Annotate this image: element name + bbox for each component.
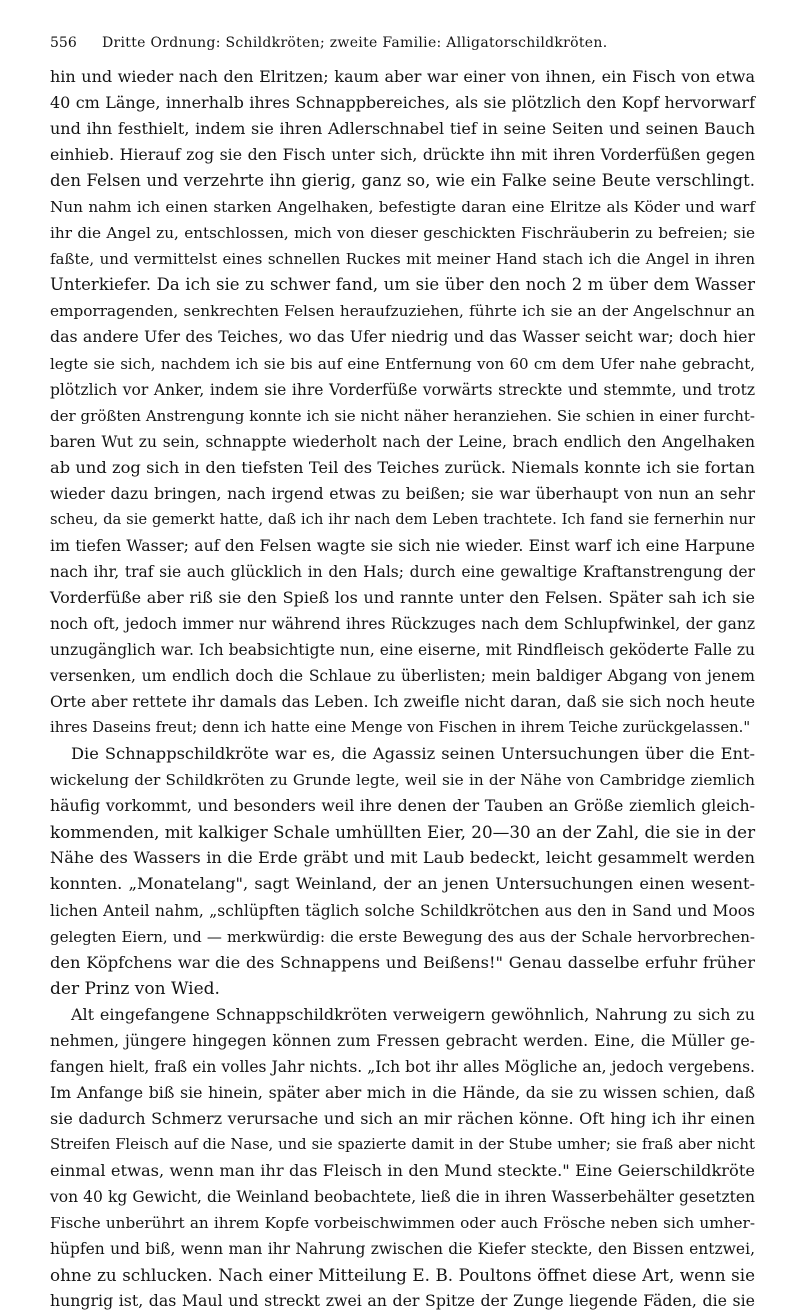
text-line: Die Schnappschildkröte war es, die Agassiz seinen Untersuchungen über die Ent- xyxy=(71,744,755,764)
text-line: Fische unberührt an ihrem Kopfe vorbeischwimmen oder auch Frösche neben sich umher- xyxy=(50,1214,755,1233)
text-line: Orte aber rettete ihr damals das Leben. Ich zweifle nicht daran, daß sie sich noch heute xyxy=(50,692,756,712)
text-line: ihres Daseins freut; denn ich hatte eine Menge von Fischen in ihrem Teiche zurückgelassen." xyxy=(50,719,751,737)
text-line: hin und wieder nach den Elritzen; kaum aber war einer von ihnen, ein Fisch von etwa xyxy=(50,67,755,86)
text-line: Unterkiefer. Da ich sie zu schwer fand, um sie über den noch 2 m über dem Wasser xyxy=(50,275,755,295)
text-line: wickelung der Schildkröten zu Grunde legte, weil sie in der Nähe von Cambridge ziemlich xyxy=(50,771,755,790)
text-line: versenken, um endlich doch die Schlaue zu überlisten; mein baldiger Abgang von jenem xyxy=(50,667,755,686)
text-line: fangen hielt, fraß ein volles Jahr nichts. „Ich bot ihr alles Mögliche an, jedoch vergebens. xyxy=(50,1057,755,1076)
text-line: ab und zog sich in den tiefsten Teil des Teiches zurück. Niemals konnte ich sie fortan xyxy=(50,457,755,477)
text-line: Im Anfange biß sie hinein, später aber mich in die Hände, da sie zu wissen schien, daß xyxy=(50,1082,755,1102)
text-line: lichen Anteil nahm, „schlüpften täglich solche Schildkrötchen aus den in Sand und Moos xyxy=(50,901,755,920)
text-line: faßte, und vermittelst eines schnellen Ruckes mit meiner Hand stach ich die Angel in ihren xyxy=(50,250,755,269)
text-line: Alt eingefangene Schnappschildkröten verweigern gewöhnlich, Nahrung zu sich zu xyxy=(71,1004,755,1024)
text-line: noch oft, jedoch immer nur während ihres Rückzuges nach dem Schlupfwinkel, der ganz xyxy=(50,614,755,633)
text-line: Nun nahm ich einen starken Angelhaken, befestigte daran eine Elritze als Köder und warf xyxy=(50,198,755,217)
paragraph xyxy=(50,741,755,1001)
text-line: ihr die Angel zu, entschlossen, mich von dieser geschickten Fischräuberin zu befreien; sie xyxy=(50,224,755,243)
text-line: hungrig ist, das Maul und streckt zwei an der Spitze der Zunge liegende Fäden, die sie xyxy=(50,1291,755,1311)
running-title: Dritte Ordnung: Schildkröten; zweite Familie: Alligatorschildkröten. xyxy=(102,35,608,51)
text-line: Streifen Fleisch auf die Nase, und sie spazierte damit in der Stube umher; sie fraß aber nicht xyxy=(50,1135,755,1153)
paragraph xyxy=(50,1002,755,1314)
text-line: wieder dazu bringen, nach irgend etwas zu beißen; sie war überhaupt von nun an sehr xyxy=(50,483,755,503)
text-line: einmal etwas, wenn man ihr das Fleisch in den Mund steckte." Eine Geierschildkröte xyxy=(50,1160,755,1180)
paragraph xyxy=(50,64,755,741)
text-line: gelegten Eiern, und — merkwürdig: die erste Bewegung des aus der Schale hervorbrechen- xyxy=(50,927,755,946)
text-line: legte sie sich, nachdem ich sie bis auf eine Entfernung von 60 cm dem Ufer nahe gebracht, xyxy=(50,354,755,373)
text-line: den Köpfchens war die des Schnappens und Beißens!" Genau dasselbe erfuhr früher xyxy=(50,952,755,972)
text-line: ohne zu schlucken. Nach einer Mitteilung E. B. Poultons öffnet diese Art, wenn sie xyxy=(50,1265,755,1286)
text-line: den Felsen und verzehrte ihn gierig, ganz so, wie ein Falke seine Beute verschlingt. xyxy=(50,171,755,191)
text-line: der Prinz von Wied. xyxy=(50,978,220,999)
text-line: einhieb. Hierauf zog sie den Fisch unter sich, drückte ihn mit ihren Vorderfüßen gegen xyxy=(50,145,755,165)
text-line: scheu, da sie gemerkt hatte, daß ich ihr nach dem Leben trachtete. Ich fand sie fernerhin nur xyxy=(50,510,755,528)
text-line: baren Wut zu sein, schnappte wiederholt nach der Leine, brach endlich den Angelhaken xyxy=(50,432,755,451)
text-line: nach ihr, traf sie auch glücklich in den Hals; durch eine gewaltige Kraftanstrengung der xyxy=(50,562,755,581)
text-line: unzugänglich war. Ich beabsichtigte nun, eine eiserne, mit Rindfleisch geköderte Falle zu xyxy=(50,641,755,660)
text-line: emporragenden, senkrechten Felsen heraufzuziehen, führte ich sie an der Angelschnur an xyxy=(50,302,755,321)
text-line: von 40 kg Gewicht, die Weinland beobachtete, ließ die in ihren Wasserbehälter gesetzten xyxy=(50,1188,755,1207)
text-line: Vorderfüße aber riß sie den Spieß los und rannte unter den Felsen. Später sah ich sie xyxy=(50,587,755,607)
text-line: konnten. „Monatelang", sagt Weinland, der an jenen Untersuchungen einen wesent- xyxy=(50,874,755,894)
text-line: kommenden, mit kalkiger Schale umhüllten Eier, 20—30 an der Zahl, die sie in der xyxy=(50,822,756,843)
text-line: 40 cm Länge, innerhalb ihres Schnappbereiches, als sie plötzlich den Kopf hervorwarf xyxy=(50,93,755,113)
text-line: Nähe des Wassers in die Erde gräbt und mit Laub bedeckt, leicht gesammelt werden xyxy=(50,848,755,868)
page-header xyxy=(50,30,750,56)
page-number: 556 xyxy=(50,35,77,51)
text-line: häufig vorkommt, und besonders weil ihre denen der Tauben an Größe ziemlich gleich- xyxy=(50,796,755,816)
text-line: plötzlich vor Anker, indem sie ihre Vorderfüße vorwärts streckte und stemmte, und trotz xyxy=(50,380,755,399)
text-line: im tiefen Wasser; auf den Felsen wagte sie sich nie wieder. Einst warf ich eine Harpune xyxy=(50,535,755,555)
text-line: und ihn festhielt, indem sie ihren Adlerschnabel tief in seine Seiten und seinen Bauch xyxy=(50,119,755,139)
text-line: das andere Ufer des Teiches, wo das Ufer niedrig und das Wasser seicht war; doch hier xyxy=(50,327,755,347)
text-line: nehmen, jüngere hingegen können zum Fressen gebracht werden. Eine, die Müller ge- xyxy=(50,1030,755,1050)
text-line: hüpfen und biß, wenn man ihr Nahrung zwischen die Kiefer steckte, den Bissen entzwei, xyxy=(50,1240,755,1259)
body-text xyxy=(50,64,755,1314)
text-line: sie dadurch Schmerz verursache und sich an mir rächen könne. Oft hing ich ihr einen xyxy=(50,1108,755,1128)
text-line: der größten Anstrengung konnte ich sie nicht näher heranziehen. Sie schien in einer furcht- xyxy=(50,406,755,425)
